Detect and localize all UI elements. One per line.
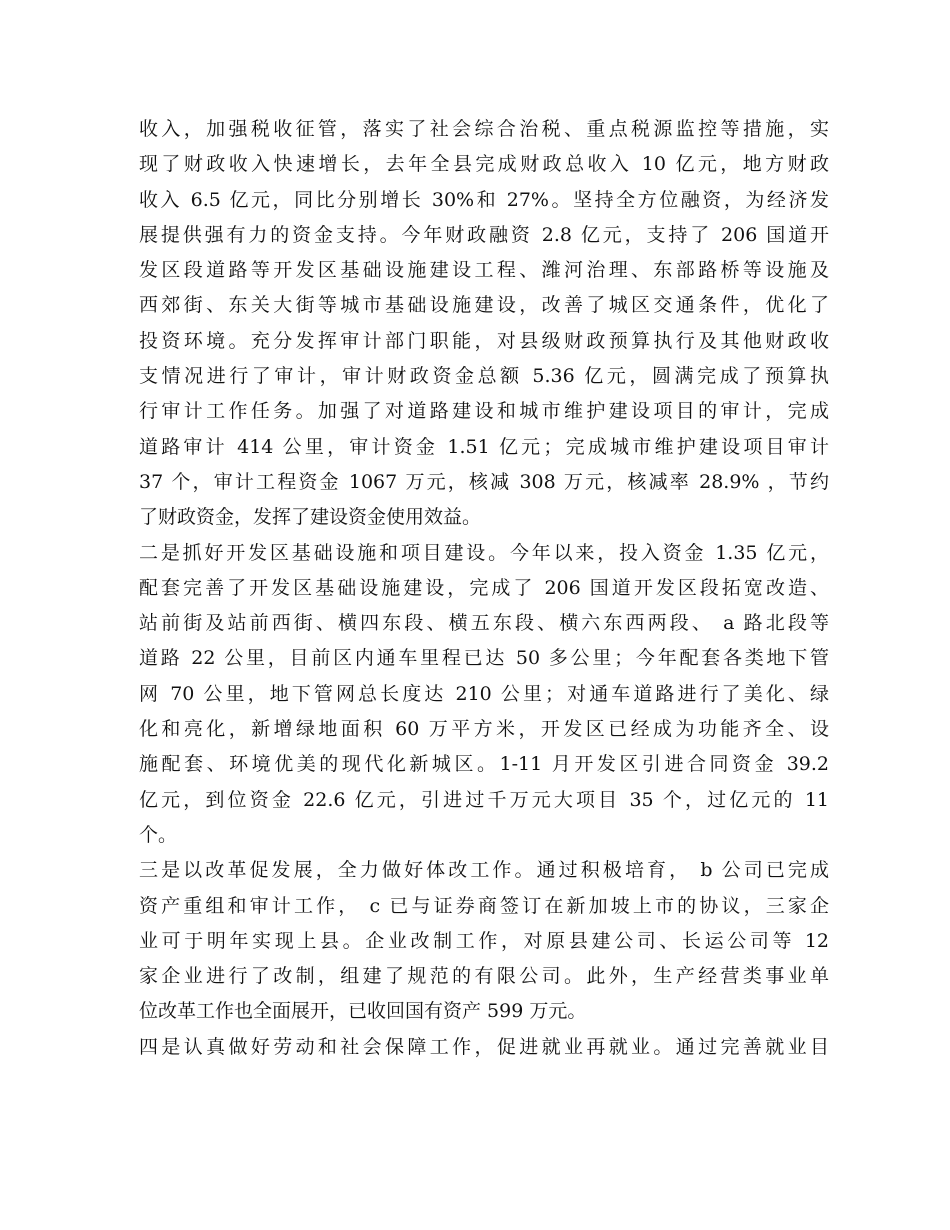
text-line: 道路审计 414 公里，审计资金 1.51 亿元；完成城市维护建设项目审计 xyxy=(139,435,829,458)
text-line: 道路 22 公里，目前区内通车里程已达 50 多公里；今年配套各类地下管 xyxy=(139,647,829,670)
text-line: 家企业进行了改制，组建了规范的有限公司。此外，生产经营类事业单 xyxy=(139,965,829,988)
paragraph-end-line: 个。 xyxy=(139,823,178,846)
text-line: 资产重组和审计工作， c 已与证券商签订在新加坡上市的协议，三家企 xyxy=(139,894,829,917)
text-line: 亿元，到位资金 22.6 亿元，引进过千万元大项目 35 个，过亿元的 11 xyxy=(139,788,829,811)
text-line: 业可于明年实现上县。企业改制工作，对原县建公司、长运公司等 12 xyxy=(139,929,829,952)
text-line: 三是以改革促发展，全力做好体改工作。通过积极培育， b 公司已完成 xyxy=(139,859,829,882)
text-line: 37 个，审计工程资金 1067 万元，核减 308 万元，核减率 28.9% ，节约 xyxy=(139,470,829,493)
text-line: 网 70 公里，地下管网总长度达 210 公里；对通车道路进行了美化、绿 xyxy=(139,682,829,705)
text-line: 展提供强有力的资金支持。今年财政融资 2.8 亿元，支持了 206 国道开 xyxy=(139,223,829,246)
paragraph-end-line: 了财政资金，发挥了建设资金使用效益。 xyxy=(139,506,482,529)
paragraph-end-line: 位改革工作也全面展开，已收回国有资产 599 万元。 xyxy=(139,1000,587,1023)
text-line: 四是认真做好劳动和社会保障工作，促进就业再就业。通过完善就业目 xyxy=(139,1035,829,1058)
text-line: 西郊街、东关大街等城市基础设施建设，改善了城区交通条件，优化了 xyxy=(139,294,829,317)
body-text xyxy=(139,112,829,1065)
text-line: 行审计工作任务。加强了对道路建设和城市维护建设项目的审计，完成 xyxy=(139,400,829,423)
text-line: 支情况进行了审计，审计财政资金总额 5.36 亿元，圆满完成了预算执 xyxy=(139,365,829,388)
text-line: 化和亮化，新增绿地面积 60 万平方米，开发区已经成为功能齐全、设 xyxy=(139,718,829,741)
text-line: 施配套、环境优美的现代化新城区。1-11 月开发区引进合同资金 39.2 xyxy=(139,753,829,776)
text-line: 收入 6.5 亿元，同比分别增长 30%和 27%。坚持全方位融资，为经济发 xyxy=(139,188,829,211)
text-line: 二是抓好开发区基础设施和项目建设。今年以来，投入资金 1.35 亿元， xyxy=(139,541,829,564)
text-line: 站前街及站前西街、横四东段、横五东段、横六东西两段、 a 路北段等 xyxy=(139,612,829,635)
text-line: 发区段道路等开发区基础设施建设工程、潍河治理、东部路桥等设施及 xyxy=(139,259,829,282)
text-line: 现了财政收入快速增长，去年全县完成财政总收入 10 亿元，地方财政 xyxy=(139,153,829,176)
text-line: 配套完善了开发区基础设施建设，完成了 206 国道开发区段拓宽改造、 xyxy=(139,576,829,599)
text-line: 投资环境。充分发挥审计部门职能，对县级财政预算执行及其他财政收 xyxy=(139,329,829,352)
text-line: 收入，加强税收征管，落实了社会综合治税、重点税源监控等措施，实 xyxy=(139,118,829,140)
